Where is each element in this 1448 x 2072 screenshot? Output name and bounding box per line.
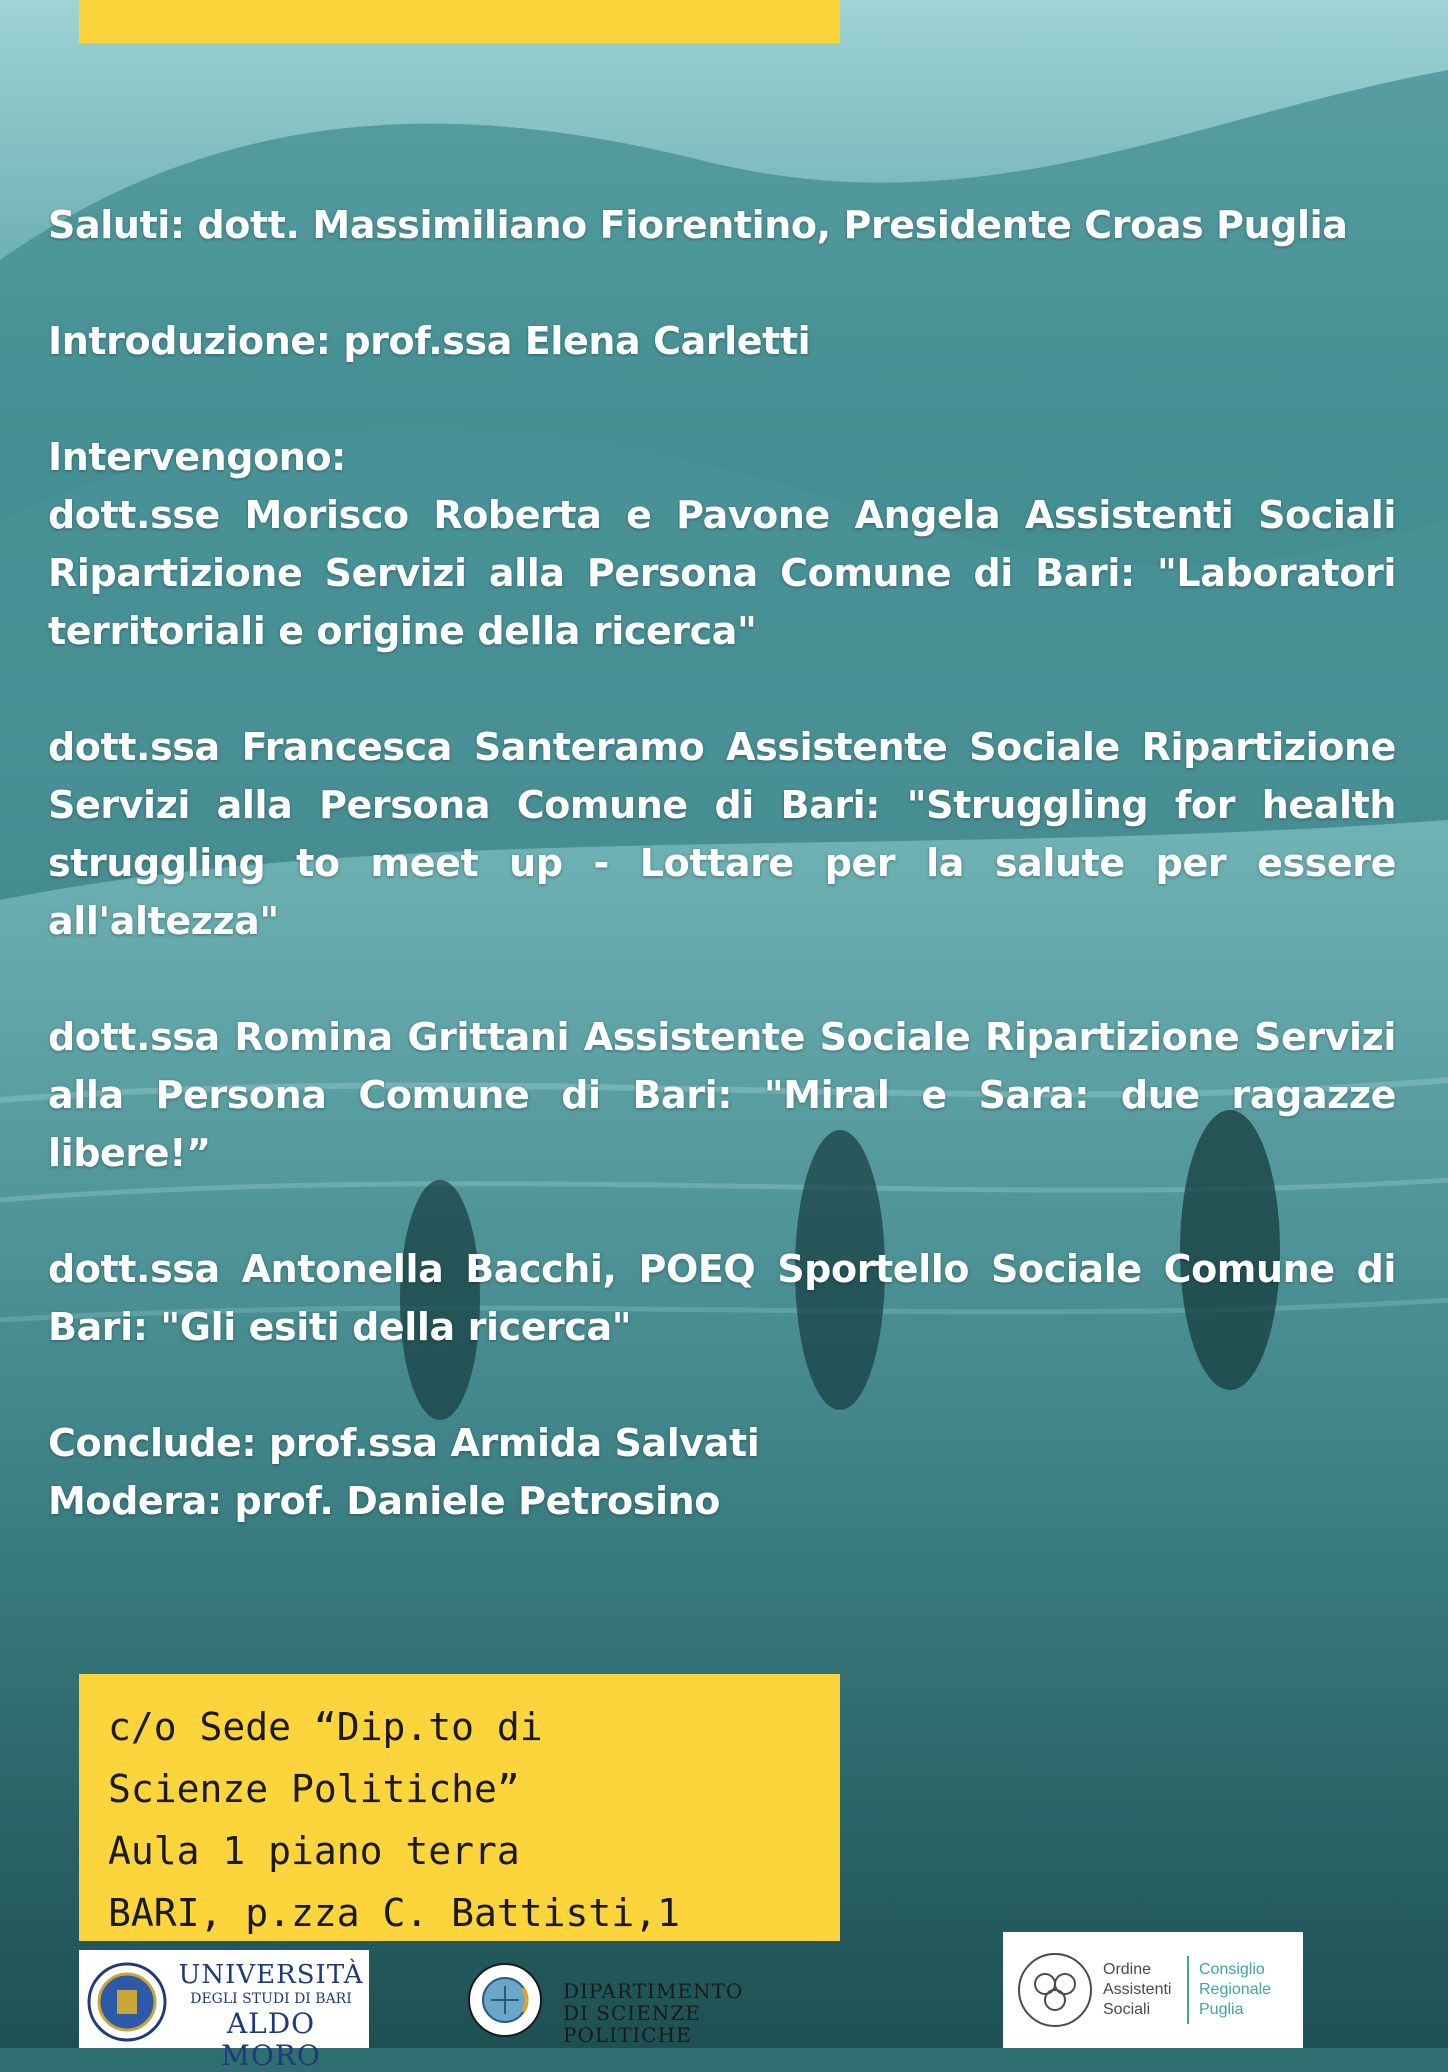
consiglio-line3: Puglia: [1199, 2001, 1244, 2018]
speaker-item: dott.ssa Antonella Bacchi, POEQ Sportello Sociale Comune di Bari: "Gli esiti della ricerca": [48, 1247, 1396, 1349]
venue-line: Aula 1 piano terra: [108, 1829, 520, 1873]
modera-line: Modera: prof. Daniele Petrosino: [48, 1479, 720, 1523]
ordine-divider: [1187, 1956, 1189, 2024]
university-name-line2: DEGLI STUDI DI BARI: [190, 1991, 352, 2007]
department-seal-icon: [465, 1960, 545, 2040]
university-name-line3: ALDO MORO: [221, 2007, 321, 2072]
conclude-line: Conclude: prof.ssa Armida Salvati: [48, 1421, 760, 1465]
university-name-line1: UNIVERSITÀ: [178, 1960, 364, 1990]
consiglio-line2: Regionale: [1199, 1981, 1272, 1998]
saluti-line: Saluti: dott. Massimiliano Fiorentino, Presidente Croas Puglia: [48, 203, 1348, 247]
ordine-emblem-icon: [1015, 1950, 1095, 2030]
venue-box: [79, 1674, 840, 1941]
ordine-assistenti-sociali-logo: [1003, 1932, 1303, 2048]
consiglio-line1: Consiglio: [1199, 1961, 1265, 1978]
introduzione-line: Introduzione: prof.ssa Elena Carletti: [48, 319, 811, 363]
venue-line: c/o Sede “Dip.to di: [108, 1705, 543, 1749]
university-logo: [79, 1950, 369, 2072]
speaker-item: dott.sse Morisco Roberta e Pavone Angela Assistenti Sociali Ripartizione Servizi alla Persona Comune di Bari: "Laboratori territoriali e origine della ricerca": [48, 493, 1396, 653]
speaker-item: dott.ssa Romina Grittani Assistente Sociale Ripartizione Servizi alla Persona Comune di Bari: "Miral e Sara: due ragazze libere!”: [48, 1015, 1396, 1175]
venue-line: Scienze Politiche”: [108, 1767, 520, 1811]
ordine-line1: Ordine: [1103, 1961, 1152, 1978]
department-name-line1: DIPARTIMENTO: [563, 1979, 744, 2003]
event-program: [48, 196, 1396, 1530]
department-logo: [465, 1960, 825, 2047]
department-name-line2: DI SCIENZE POLITICHE: [563, 2001, 701, 2047]
venue-line: BARI, p.zza C. Battisti,1: [108, 1891, 680, 1935]
ordine-line3: Sociali: [1103, 2001, 1151, 2018]
ordine-line2: Assistenti: [1103, 1981, 1172, 1998]
speaker-item: dott.ssa Francesca Santeramo Assistente Sociale Ripartizione Servizi alla Persona Comune di Bari: "Struggling for health struggling to meet up - Lottare per la salute per essere all'altezza": [48, 725, 1396, 943]
intervengono-label: Intervengono:: [48, 435, 346, 479]
top-yellow-bar: [79, 0, 840, 43]
